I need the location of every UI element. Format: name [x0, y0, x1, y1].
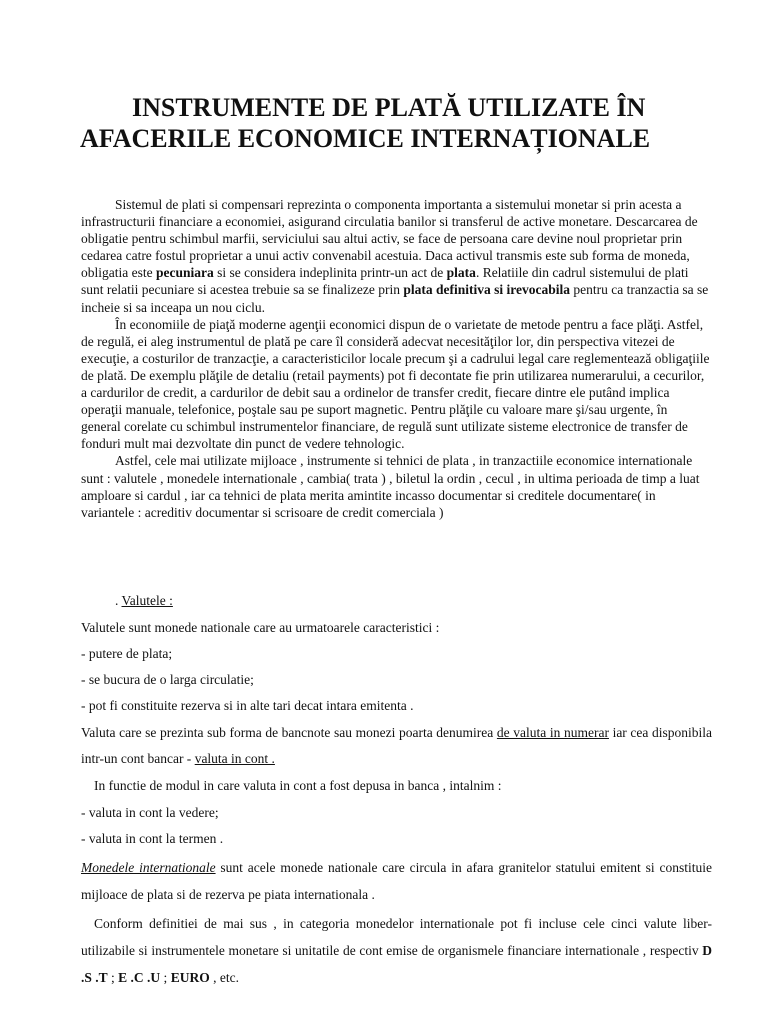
paragraph-market-economies: În economiile de piaţă moderne agenţii economici dispun de o varietate de metode pentru a face plăţi. Astfel, de regulă, ei aleg instrumentul de plată pe care îl consideră adecvat necesităţilor lor, din perspectiva vitezei de execuţie, a costurilor de tranzacţie, a caracteristicilor locale precum şi a cadrului legal care reglementează obligaţiile de plată. De exemplu plăţile de detaliu (retail payments) pot fi decontate fie prin utilizarea numerarului, a cecurilor, a cardurilor de credit, a cardurilor de debit sau a ordinelor de transfer credit, fiecare dintre ele putând implica operaţii manuale, telefonice, poştale sau pe suport magnetic. Pentru plăţile cu valoare mare şi/sau urgente, în general corelate cu schimbul instrumentelor financiare, de regulă sunt utilizate sisteme electronice de transfer de fonduri mult mai dezvoltate din punct de vedere tehnologic.	[81, 316, 710, 452]
paragraph-functie: In functie de modul in care valuta in cont a fost depusa in banca , intalnim :	[94, 778, 502, 793]
bold-plata: plata	[446, 265, 476, 281]
list-item: - se bucura de o larga circulatie;	[81, 672, 254, 687]
lower-section	[81, 588, 712, 991]
bold-euro: EURO	[170, 970, 210, 985]
list-item: - putere de plata;	[81, 646, 173, 661]
list-item: - pot fi constituite rezerva si in alte tari decat intara emitenta .	[81, 698, 414, 713]
list-item: - valuta in cont la termen .	[81, 831, 224, 846]
paragraph-numerar: Valuta care se prezinta sub forma de bancnote sau monezi poarta denumirea de valuta in numerar iar cea disponibila intr-un cont bancar - valuta in cont .	[81, 725, 712, 766]
paragraph-payment-system: Sistemul de plati si compensari reprezinta o componenta importanta a sistemului monetar si prin acesta a infrastructurii financiare a economiei, asigurand circulatia banilor si transferul de active monetare. Descarcarea de obligatie pentru schimbul marfii, serviciului sau altui activ, se face de persoana care devine noul proprietar prin cedarea catre fostul proprietar a unui activ convenabil acestuia. Daca activul transmis este sub forma de moneda, obligatia este pecuniara si se considera indeplinita printr-un act de plata. Relatiile din cadrul sistemului de plati sunt relatii pecuniare si acestea trebuie sa se finalizeze prin plata definitiva si irevocabila pentru ca tranzactia sa se incheie si sa inceapa un nou ciclu.	[81, 197, 709, 315]
paragraph-conform: Conform definitiei de mai sus , in categoria monedelor internationale pot fi incluse cele cinci valute liber-utilizabile si instrumentele monetare si unitatile de cont emise de organismele financiare internationale , respectiv D .S .T ; E .C .U ; EURO , etc.	[81, 916, 712, 985]
paragraph-instruments: Astfel, cele mai utilizate mijloace , instrumente si tehnici de plata , in tranzactiile economice internationale sunt : valutele , monedele internationale , cambia( trata ) , biletul la ordin , cecul , in ultima perioada de timp a luat amploare si cardul , iar ca tehnici de plata merita amintite incasso documentar si creditele documentare( in variantele : acreditiv documentar si scrisoare de credit comerciala )	[81, 453, 700, 520]
valutele-intro: Valutele sunt monede nationale care au urmatoarele caracteristici :	[81, 620, 440, 635]
bold-dst: D .S .T	[81, 943, 712, 985]
body-text	[81, 196, 710, 521]
paragraph-monedele: Monedele internationale sunt acele monede nationale care circula in afara granitelor statului emitent si constituie mijloace de plata si de rezerva pe piata internationala .	[81, 860, 712, 902]
title-line-2: AFACERILE ECONOMICE INTERNAȚIONALE	[80, 124, 651, 153]
underline-valuta-numerar: de valuta in numerar	[496, 725, 609, 740]
underline-valuta-cont: valuta in cont .	[194, 751, 275, 766]
monedele-heading: Monedele internationale	[81, 860, 216, 875]
bold-pecuniara: pecuniara	[155, 265, 214, 281]
valutele-heading-line: . Valutele :	[115, 593, 173, 608]
title-line-1: INSTRUMENTE DE PLATĂ UTILIZATE ÎN	[132, 93, 646, 122]
document-title	[80, 92, 720, 154]
bold-ecu: E .C .U	[118, 970, 161, 985]
valutele-heading: Valutele :	[121, 593, 173, 608]
bold-plata-definitiva: plata definitiva si irevocabila	[403, 282, 570, 298]
list-item: - valuta in cont la vedere;	[81, 805, 219, 820]
